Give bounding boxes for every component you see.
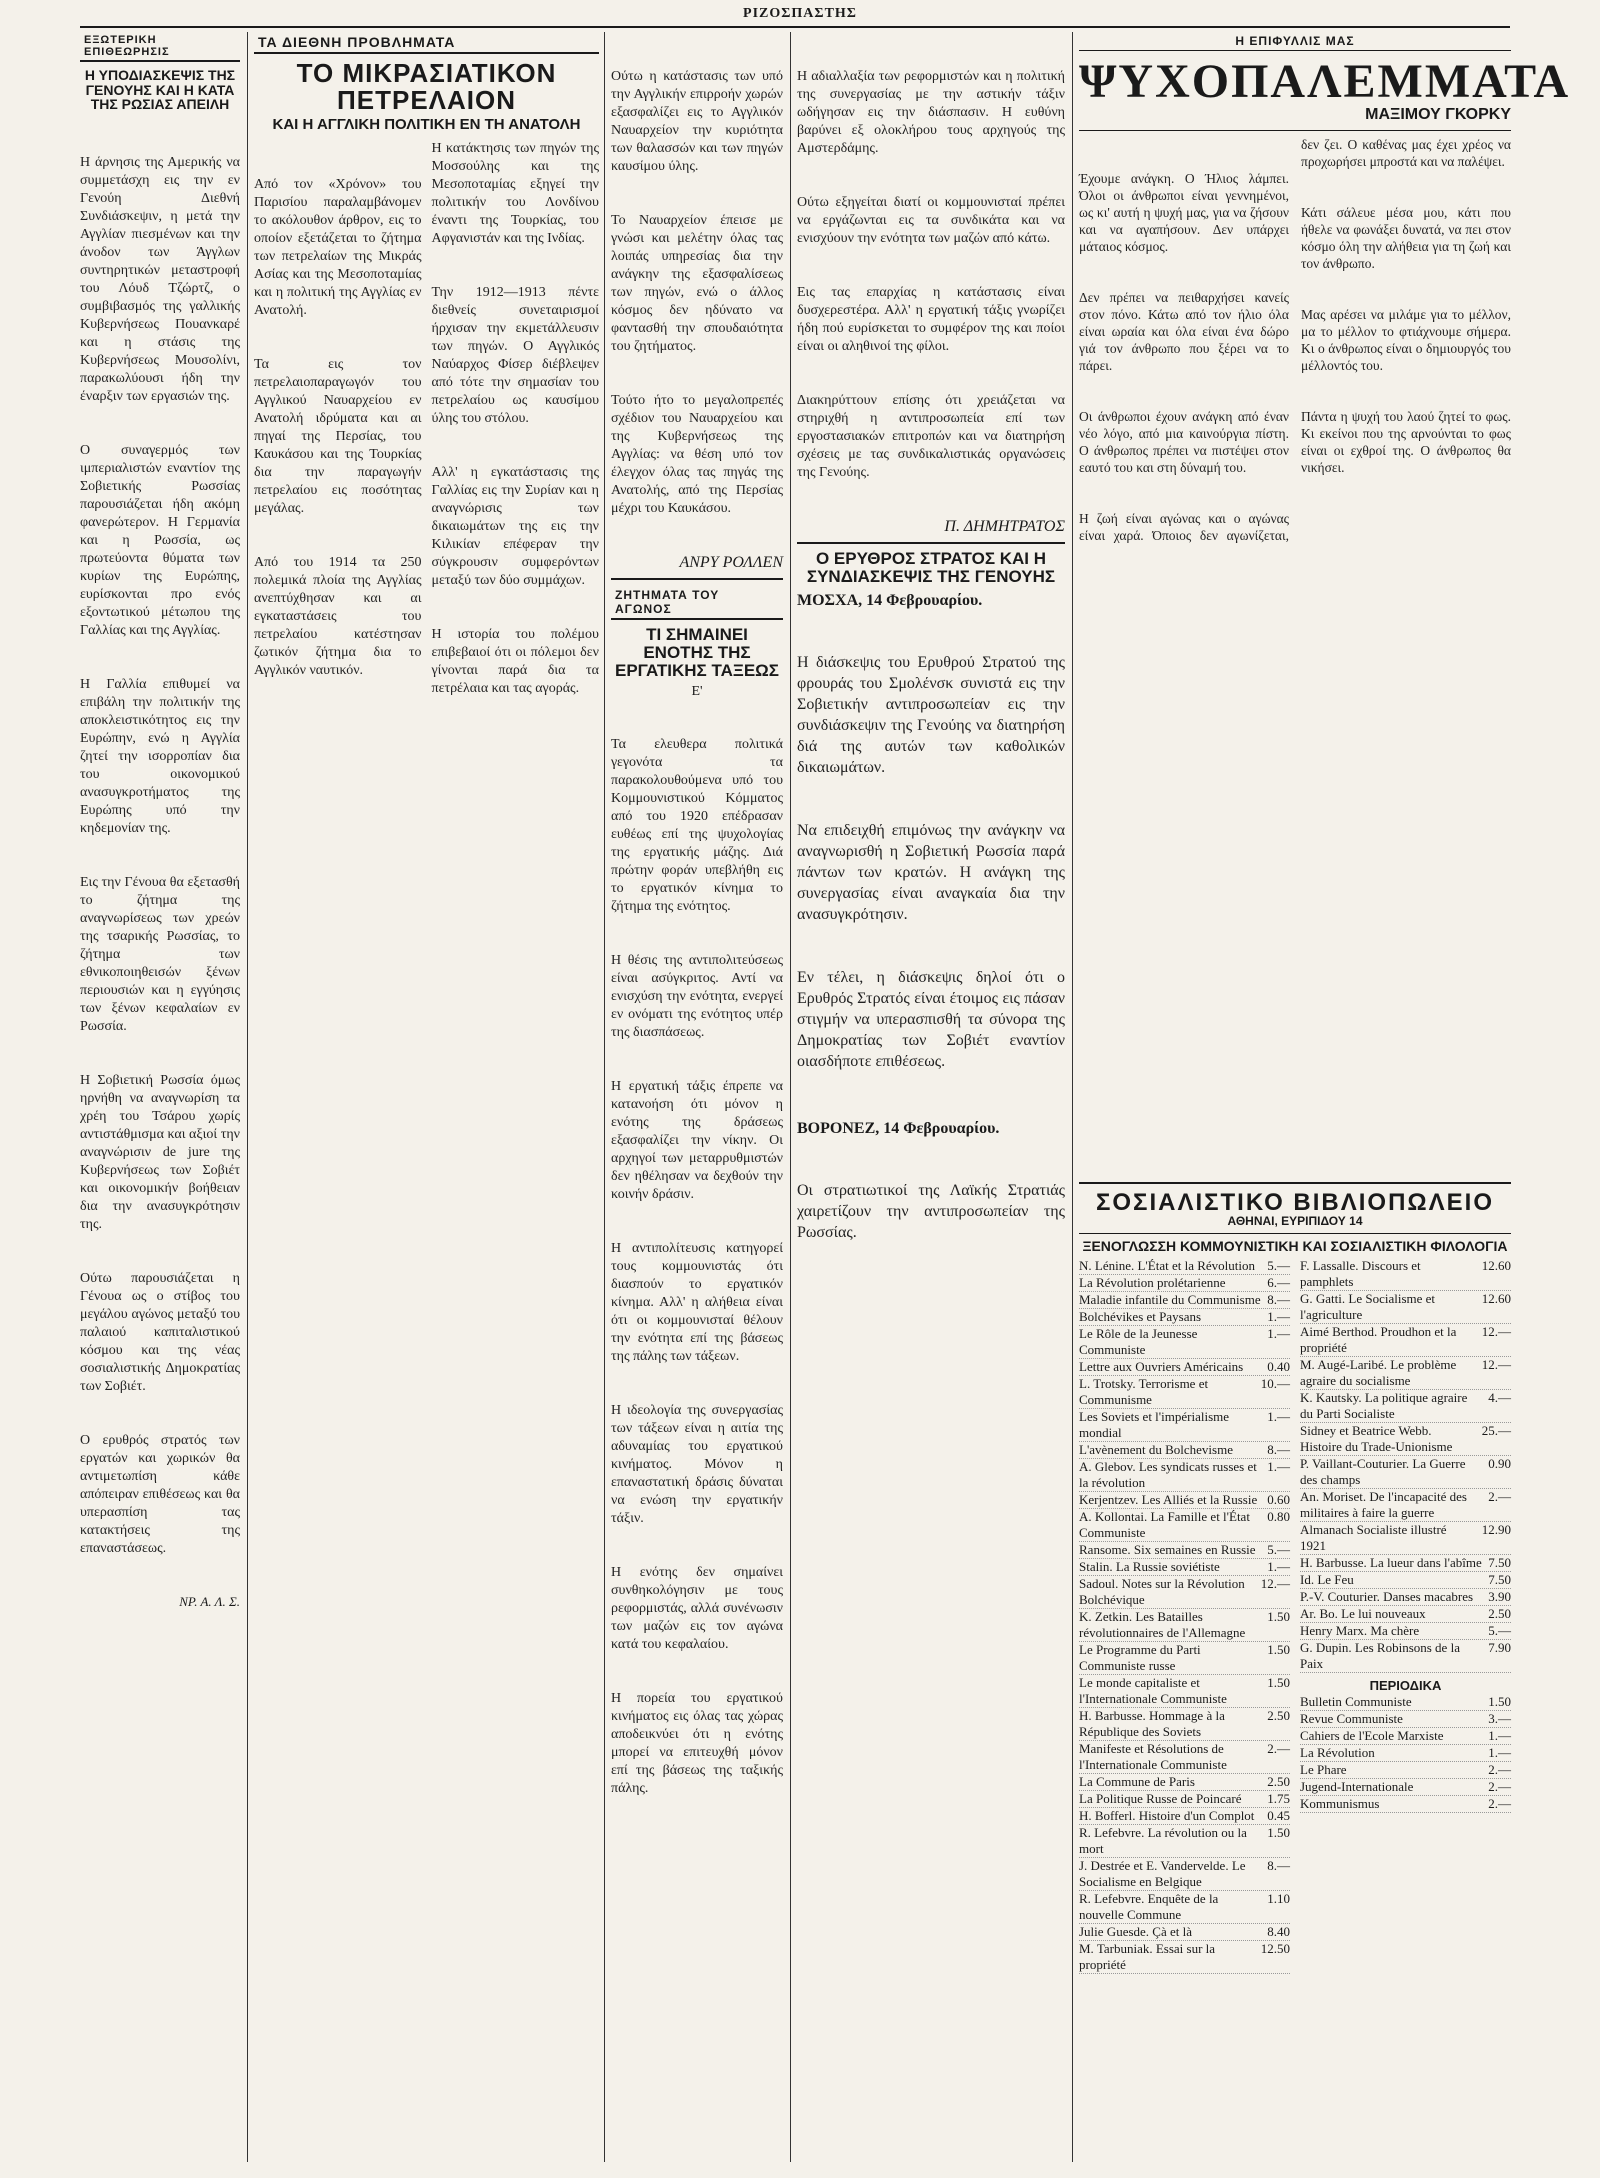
book-price: 1.50 <box>1267 1641 1290 1657</box>
book-entry <box>1300 1456 1511 1489</box>
book-title: Cahiers de l'Ecole Marxiste <box>1300 1728 1444 1744</box>
section-heading: ΕΞΩΤΕΡΙΚΗ ΕΠΙΘΕΩΡΗΣΙΣ <box>80 32 240 62</box>
book-title: L. Trotsky. Terrorisme et Communisme <box>1079 1375 1209 1407</box>
book-list-right-wrapper <box>1300 1258 1511 1974</box>
signature: ΑΝΡΥ ΡΟΛΛΕΝ <box>679 554 783 571</box>
book-price: 5.— <box>1267 1541 1290 1557</box>
book-title: La Politique Russe de Poincaré <box>1079 1790 1242 1806</box>
paragraph: Η Σοβιετική Ρωσσία όμως ηρνήθη να αναγνωρίση τα χρέη του Τσάρου χωρίς αντιστάθμισμα και αξιοί την αναγνώρισιν de jure της Κυβερνήσεως των Σοβιέτ και οικονομικήν βοήθειαν δια την ανασυγκρότησιν της. <box>80 1073 244 1233</box>
book-entry <box>1079 1292 1290 1309</box>
book-price: 12.50 <box>1260 1940 1290 1956</box>
feuilleton-body <box>1079 136 1515 1176</box>
paragraph: Η Γαλλία επιθυμεί να επιβάλη την πολιτικήν της αποκλειστικότητος εις την Ευρώπην, ενώ η Αγγλία ζητεί την ισορροπίαν δια του οικονομικού ανασυγκροτήματος της Ευρώπης υπό την κηδεμονίαν της. <box>80 677 244 837</box>
book-price: 2.50 <box>1488 1605 1511 1621</box>
book-price: 4.— <box>1488 1389 1511 1405</box>
paragraph: Η ενότης δεν σημαίνει συνθηκολόγησιν με τους ρεφορμιστάς, αλλά συνένωσιν των μαζών εις τον αγώνα κατά του κεφαλαίου. <box>611 1564 787 1652</box>
periodicals-title: ΠΕΡΙΟΔΙΚΑ <box>1369 1677 1442 1693</box>
book-title: Revue Communiste <box>1300 1711 1403 1727</box>
dateline: ΜΟΣΧΑ, 14 Φεβρουαρίου. <box>797 591 983 609</box>
book-price: 10.— <box>1260 1375 1290 1391</box>
book-price: 0.90 <box>1488 1455 1511 1471</box>
divider <box>1079 130 1511 131</box>
book-title: M. Tarbuniak. Essai sur la propriété <box>1079 1940 1216 1972</box>
article-author: ΜΑΞΙΜΟΥ ΓΚΟΡΚΥ <box>1365 106 1511 124</box>
book-entry <box>1079 1309 1290 1326</box>
paragraph: Ο συναγερμός των ιμπεριαλιστών εναντίον της Σοβιετικής Ρωσσίας παρουσιάζεται ήδη ακόμη φανερώτερον. Η Γερμανία και η Ρωσσία, ως πρωτεύοντα θύματα των κυρίων της Ευρώπης, ευρίσκονται προ ενός εξοντωτικού μέτωπου της Γαλλίας και της Αγγλίας. <box>80 443 244 639</box>
book-entry <box>1300 1796 1511 1813</box>
book-title: Bolchévikes et Paysans <box>1079 1308 1202 1324</box>
paragraph: Η θέσις της αντιπολιτεύσεως είναι ασύγκριτος. Αντί να ενισχύση την ενότητα, ενεργεί εν ονόματι της ενότητος υπέρ της διασπάσεως. <box>611 952 787 1040</box>
article-body <box>80 118 244 1594</box>
book-price: 1.50 <box>1488 1694 1511 1710</box>
article-continuation <box>797 32 1069 518</box>
paragraph: Η διάσκεψις του Ερυθρού Στρατού της φρουράς του Σμολένσκ συνιστά εις την Σοβιετικήν αντιπροσωπείαν εις την συνδιάσκεψιν της Γενούης να διατηρήση διά της αυτών των καθολικών δικαιωμάτων. <box>797 653 1069 776</box>
book-price: 2.50 <box>1267 1707 1290 1723</box>
book-title: Maladie infantile du Communisme <box>1079 1291 1261 1307</box>
paragraph: Αλλ' η εγκατάστασις της Γαλλίας εις την Συρίαν και η αναγνώρισις των δικαιωμάτων της εις την Κιλικίαν επέφεραν την σύγκρουσιν συμφερόντων μεταξύ των δύο συμμάχων. <box>431 465 603 589</box>
paragraph: Η ιδεολογία της συνεργασίας των τάξεων είναι η αιτία της αδυναμίας του εργατικού κινήματος. Μόνον η επαναστατική δράσις δύναται να ενώση την εργατικήν τάξιν. <box>611 1402 787 1526</box>
column-struggle-issues <box>611 32 787 2162</box>
book-entry <box>1079 1774 1290 1791</box>
bookshop-subtitle: ΞΕΝΟΓΛΩΣΣΗ ΚΟΜΜΟΥΝΙΣΤΙΚΗ ΚΑΙ ΣΟΣΙΑΛΙΣΤΙΚΗ ΦΙΛΟΛΟΓΙΑ <box>1082 1237 1508 1254</box>
book-price: 1.50 <box>1267 1608 1290 1624</box>
book-entry <box>1079 1924 1290 1941</box>
book-title: Le monde capitaliste et l'Internationale Communiste <box>1079 1674 1227 1706</box>
book-lists <box>1079 1258 1511 1974</box>
column-international-problems <box>254 32 603 2162</box>
article-continuation <box>611 32 787 554</box>
book-price: 7.90 <box>1488 1639 1511 1655</box>
divider <box>611 578 783 580</box>
article-body <box>797 610 1069 1114</box>
book-price: 8.— <box>1267 1441 1290 1457</box>
book-title: A. Glebov. Les syndicats russes et la révolution <box>1079 1458 1257 1490</box>
paragraph: Κάτι σάλευε μέσα μου, κάτι που ήθελε να φωνάξει δυνατά, να πει στον κόσμο όλη την αλήθεια για τη ζωή και τον άνθρωπο. <box>1301 205 1515 272</box>
book-entry <box>1300 1694 1511 1711</box>
book-entry <box>1300 1779 1511 1796</box>
paragraph: Να επιδειχθή επιμόνως την ανάγκην να αναγνωρισθή η Σοβιετική Ρωσσία παρά πάντων των κρατών. Η ανάγκη της συνεργασίας είναι αναγκαία δια την ανασυγκρότησιν. <box>797 821 1069 923</box>
paragraph: Η άρνησις της Αμερικής να συμμετάσχη εις την εν Γενούη Διεθνή Συνδιάσκεψιν, η μετά την Αγγλίαν πιεσμένων και την άνοδον των Άγγλων συντηρητικών μεταστροφή του Λόυδ Τζώρτζ, ο συμβιβασμός της γαλλικής Κυβερνήσεως Πουανκαρέ και η στάσις της Κυβερνήσεως Μουσολίνι, παρακωλύουσι ήδη την έναρξιν των εργασιών της. <box>80 155 244 405</box>
book-title: Le Rôle de la Jeunesse Communiste <box>1079 1325 1198 1357</box>
paragraph: Τούτο ήτο το μεγαλοπρεπές σχέδιον του Ναυαρχείου και της Κυβερνήσεως της Αγγλίας: να θέση υπό τον έλεγχον όλας τας πηγάς της Ανατολής, από της Περσίας μέχρι του Καυκάσου. <box>611 393 787 516</box>
article-body <box>254 140 603 734</box>
book-price: 2.— <box>1267 1740 1290 1756</box>
paragraph: Μας αρέσει να μιλάμε για το μέλλον, μα το μέλλον το φτιάχνουμε σήμερα. Κι ο άνθρωπος είναι ο δημιουργός του μέλλοντός του. <box>1301 307 1515 374</box>
book-entry <box>1300 1489 1511 1522</box>
book-price: 12.60 <box>1481 1290 1511 1306</box>
paragraph: Ούτω εξηγείται διατί οι κομμουνισταί πρέπει να εργάζωνται εις τα συνδικάτα και να ενισχύουν την ενότητα των μαζών από κάτω. <box>797 195 1069 246</box>
book-entry <box>1079 1442 1290 1459</box>
book-title: Henry Marx. Ma chère <box>1300 1622 1420 1638</box>
book-price: 8.— <box>1267 1291 1290 1307</box>
paragraph: Η αδιαλλαξία των ρεφορμιστών και η πολιτική της συνεργασίας με την αστικήν τάξιν ωδήγησαν εις την διάσπασιν. Η ευθύνη βαρύνει εξ ολοκλήρου τους αρχηγούς της Αμστερδάμης. <box>797 69 1069 156</box>
divider <box>1079 1233 1511 1234</box>
book-price: 12.— <box>1260 1575 1290 1591</box>
book-price: 1.— <box>1267 1325 1290 1341</box>
book-price: 1.75 <box>1267 1790 1290 1806</box>
book-entry <box>1079 1509 1290 1542</box>
paragraph: Τα εις τον πετρελαιοπαραγωγόν του Αγγλικού Ναυαρχείου εν Ανατολή ιδρύματα και αι πηγαί της Περσίας, του Καυκάσου και της Τουρκίας δια την παραγωγήν πετρελαίου εις ποσότητας μεγάλας. <box>254 357 425 517</box>
book-price: 12.— <box>1481 1356 1511 1372</box>
book-list-right <box>1300 1258 1511 1673</box>
book-title: G. Dupin. Les Robinsons de la Paix <box>1300 1639 1460 1671</box>
book-entry <box>1079 1791 1290 1808</box>
article-body <box>611 700 787 1834</box>
book-title: R. Lefebvre. La révolution ou la mort <box>1079 1824 1247 1856</box>
paragraph: Εις τας επαρχίας η κατάστασις είναι δυσχερεστέρα. Αλλ' η εργατική τάξις γνωρίζει ήδη πού ευρίσκεται το συμφέρον της και ποίοι είναι οι αληθινοί της φίλοι. <box>797 285 1069 354</box>
book-title: Aimé Berthod. Proudhon et la propriété <box>1300 1323 1457 1355</box>
book-entry <box>1300 1572 1511 1589</box>
column-divider <box>790 32 791 2162</box>
paragraph: Διακηρύττουν επίσης ότι χρειάζεται να στηριχθή η αντιπροσωπεία επί των εργοστασιακών επιτροπών και να διατηρήση σχέσεις με τας συνδικαλιστικάς οργανώσεις της Γενούης. <box>797 393 1069 480</box>
book-entry <box>1300 1423 1511 1456</box>
book-price: 1.50 <box>1267 1674 1290 1690</box>
book-price: 1.— <box>1488 1728 1511 1744</box>
book-price: 6.— <box>1267 1274 1290 1290</box>
book-title: G. Gatti. Le Socialisme et l'agriculture <box>1300 1290 1436 1322</box>
paragraph: Την 1912—1913 πέντε διεθνείς συνεταιρισμοί ήρχισαν την εκμετάλλευσιν των πηγών. Ο Αγγλικός Ναύαρχος Φίσερ διέβλεψεν από τότε την σημασίαν του πετρελαίου ως καυσίμου ύλης του στόλου. <box>431 285 603 427</box>
article-headline: ΨΥΧΟΠΑΛΕΜΜΑΤΑ <box>1079 55 1571 108</box>
book-price: 8.— <box>1267 1857 1290 1873</box>
book-entry <box>1079 1825 1290 1858</box>
book-entry <box>1300 1357 1511 1390</box>
bookshop-title: ΣΟΣΙΑΛΙΣΤΙΚΟ ΒΙΒΛΙΟΠΩΛΕΙΟ <box>1095 1189 1495 1217</box>
book-price: 1.— <box>1267 1308 1290 1324</box>
book-title: Sidney et Beatrice Webb. Histoire du Trade-Unionisme <box>1300 1422 1453 1454</box>
book-price: 12.— <box>1481 1323 1511 1339</box>
signature: Π. ΔΗΜΗΤΡΑΤΟΣ <box>944 518 1065 535</box>
paragraph: Η ζωή είναι αγώνας και ο αγώνας είναι χαρά. Όποιος δεν αγωνίζεται, δεν ζει. Ο καθένας μας έχει χρέος να προχωρήσει μπροστά και να παλέψει. <box>1079 137 1515 544</box>
book-entry <box>1079 1275 1290 1292</box>
book-title: K. Kautsky. La politique agraire du Parti Socialiste <box>1300 1389 1468 1421</box>
book-price: 1.— <box>1267 1458 1290 1474</box>
book-title: Stalin. La Russie soviétiste <box>1079 1558 1220 1574</box>
article-headline: ΤΟ ΜΙΚΡΑΣΙΑΤΙΚΟΝ ΠΕΤΡΕΛΑΙΟΝ <box>296 58 557 116</box>
article-part: Ε' <box>691 683 703 699</box>
paragraph: Ούτω παρουσιάζεται η Γένουα ως ο στίβος του μεγάλου αγώνος μεταξύ του παλαιού καπιταλιστικού κόσμου και της νέας σοσιαλιστικής Δημοκρατίας των Σοβιέτ. <box>80 1271 244 1395</box>
divider <box>1079 1182 1511 1184</box>
book-entry <box>1300 1589 1511 1606</box>
book-title: Id. Le Feu <box>1300 1571 1354 1587</box>
book-price: 8.40 <box>1267 1923 1290 1939</box>
article-body <box>797 1138 1069 1285</box>
book-price: 0.60 <box>1267 1491 1290 1507</box>
book-price: 2.— <box>1488 1488 1511 1504</box>
book-title: H. Bofferl. Histoire d'un Complot <box>1079 1807 1255 1823</box>
divider <box>797 542 1065 544</box>
section-heading: ΤΑ ΔΙΕΘΝΗ ΠΡΟΒΛΗΜΑΤΑ <box>254 32 599 54</box>
book-title: Manifeste et Résolutions de l'Internationale Communiste <box>1079 1740 1227 1772</box>
article-headline: ΤΙ ΣΗΜΑΙΝΕΙ ΕΝΟΤΗΣ ΤΗΣ ΕΡΓΑΤΙΚΗΣ ΤΑΞΕΩΣ <box>614 625 779 680</box>
paragraph: Ο ερυθρός στρατός των εργατών και χωρικών θα αντιμετωπίση κάθε απόπειραν επιθέσεως και θα υπερασπίση τας κατακτήσεις της επαναστάσεως. <box>80 1433 244 1557</box>
book-entry <box>1300 1606 1511 1623</box>
book-title: Julie Guesde. Çà et là <box>1079 1923 1192 1939</box>
book-entry <box>1300 1390 1511 1423</box>
bookshop-address: ΑΘΗΝΑΙ, ΕΥΡΙΠΙΔΟΥ 14 <box>1227 1214 1363 1229</box>
top-rule <box>80 26 1510 28</box>
book-title: R. Lefebvre. Enquête de la nouvelle Commune <box>1079 1890 1219 1922</box>
book-price: 5.— <box>1267 1257 1290 1273</box>
book-entry <box>1300 1522 1511 1555</box>
book-title: N. Lénine. L'État et la Révolution <box>1079 1257 1255 1273</box>
book-price: 1.10 <box>1267 1890 1290 1906</box>
paragraph: Πάντα η ψυχή του λαού ζητεί το φως. Κι εκείνοι που της αρνούνται το φως είναι οι εχθροί της. Ο άνθρωπος θα νικήσει. <box>1301 409 1515 476</box>
book-entry <box>1300 1258 1511 1291</box>
paragraph: Η εργατική τάξις έπρεπε να κατανοήση ότι μόνον η ενότης της δράσεως εξασφαλίζει την νίκην. Οι αρχηγοί των μεταρρυθμιστών δεν ηθέλησαν να δεχθούν την κοινήν δράσιν. <box>611 1078 787 1202</box>
book-entry <box>1079 1808 1290 1825</box>
book-price: 1.— <box>1267 1558 1290 1574</box>
column-divider <box>1072 32 1073 2162</box>
article-headline: Η ΥΠΟΔΙΑΣΚΕΨΙΣ ΤΗΣ ΓΕΝΟΥΗΣ ΚΑΙ Η ΚΑΤΑ ΤΗΣ ΡΩΣΙΑΣ ΑΠΕΙΛΗ <box>84 67 236 113</box>
book-price: 2.— <box>1488 1796 1511 1812</box>
paragraph: Η κατάκτησις των πηγών της Μοσσούλης και της Μεσοποταμίας εξηγεί την πολιτικήν του Λονδίνου έναντι της Τουρκίας, του Αφγανιστάν και της Ινδίας. <box>431 141 603 247</box>
signature: ΝΡ. Α. Λ. Σ. <box>179 1594 240 1610</box>
book-price: 1.50 <box>1267 1824 1290 1840</box>
book-entry <box>1079 1559 1290 1576</box>
bookshop-ad <box>1079 1190 1511 1973</box>
book-entry <box>1079 1492 1290 1509</box>
book-price: 7.50 <box>1488 1554 1511 1570</box>
book-price: 3.— <box>1488 1711 1511 1727</box>
book-title: P. Vaillant-Couturier. La Guerre des champs <box>1300 1455 1466 1487</box>
paragraph: Οι άνθρωποι έχουν ανάγκη από έναν νέο λόγο, από μια καινούργια πίστη. Ο άνθρωπος πρέπει να πιστέψει στον εαυτό του και στη δύναμή του. <box>1079 409 1293 476</box>
book-entry <box>1079 1741 1290 1774</box>
paragraph: Από τον «Χρόνον» του Παρισίου παραλαμβάνομεν το ακόλουθον άρθρον, εις το οποίον εξετάζεται το ζήτημα των πετρελαίων της Μικράς Ασίας και της Μεσοποταμίας και η πολιτική της Αγγλίας εν Ανατολή. <box>254 177 425 319</box>
paragraph: Η αντιπολίτευσις κατηγορεί τους κομμουνιστάς ότι διασπούν το εργατικόν κίνημα. Αλλ' η αλήθεια είναι ότι οι κομμουνισταί θέλουν την ενότητα επί της βάσεως της πάλης των τάξεων. <box>611 1240 787 1364</box>
book-price: 1.— <box>1488 1745 1511 1761</box>
book-entry <box>1300 1762 1511 1779</box>
book-price: 5.— <box>1488 1622 1511 1638</box>
book-title: P.-V. Couturier. Danses macabres <box>1300 1588 1474 1604</box>
book-price: 0.40 <box>1267 1358 1290 1374</box>
book-entry <box>1079 1609 1290 1642</box>
book-entry <box>1300 1324 1511 1357</box>
book-price: 0.45 <box>1267 1807 1290 1823</box>
column-feuilleton <box>1079 32 1571 2162</box>
paragraph: Οι στρατιωτικοί της Λαϊκής Στρατιάς χαιρετίζουν την αντιπροσωπείαν της Ρωσσίας. <box>797 1181 1069 1241</box>
book-title: An. Moriset. De l'incapacité des militaires à faire la guerre <box>1300 1488 1467 1520</box>
book-price: 0.80 <box>1267 1508 1290 1524</box>
book-title: H. Barbusse. Hommage à la République des Soviets <box>1079 1707 1225 1739</box>
paragraph: Η πορεία του εργατικού κινήματος εις όλας τας χώρας αποδεικνύει ότι η ενότης μπορεί να επιτευχθή μόνον επί της βάσεως της ταξικής πάλης. <box>611 1690 787 1796</box>
book-entry <box>1079 1891 1290 1924</box>
book-entry <box>1300 1623 1511 1640</box>
article-subheadline: ΚΑΙ Η ΑΓΓΛΙΚΗ ΠΟΛΙΤΙΚΗ ΕΝ ΤΗ ΑΝΑΤΟΛΗ <box>272 115 581 133</box>
book-entry <box>1079 1409 1290 1442</box>
book-price: 2.— <box>1488 1762 1511 1778</box>
column-divider <box>247 32 248 2162</box>
book-entry <box>1300 1728 1511 1745</box>
book-title: M. Augé-Laribé. Le problème agraire du socialisme <box>1300 1356 1457 1388</box>
paragraph: Η ιστορία του πολέμου επιβεβαιοί ότι οι πόλεμοι δεν γίνονται παρά δια τα πετρέλαια και τας αγοράς. <box>431 627 603 697</box>
book-entry <box>1079 1642 1290 1675</box>
book-title: Sadoul. Notes sur la Révolution Bolchévique <box>1079 1575 1245 1607</box>
book-title: Almanach Socialiste illustré 1921 <box>1300 1521 1447 1553</box>
book-entry <box>1079 1708 1290 1741</box>
book-title: J. Destrée et E. Vandervelde. Le Socialisme en Belgique <box>1079 1857 1246 1889</box>
book-title: Ar. Bo. Le lui nouveaux <box>1300 1605 1426 1621</box>
book-entry <box>1300 1640 1511 1673</box>
column-foreign-review <box>80 32 244 2162</box>
book-title: La Commune de Paris <box>1079 1773 1195 1789</box>
book-price: 2.— <box>1488 1779 1511 1795</box>
book-title: Jugend-Internationale <box>1300 1779 1414 1795</box>
book-price: 1.— <box>1267 1408 1290 1424</box>
book-entry <box>1079 1376 1290 1409</box>
book-entry <box>1300 1711 1511 1728</box>
book-entry <box>1079 1858 1290 1891</box>
paragraph: Ούτω η κατάστασις των υπό την Αγγλικήν επιρροήν χωρών εξασφαλίζει εις το Αγγλικόν Ναυαρχείον την κυριότητα των θαλασσών και των πηγών καυσίμου ύλης. <box>611 69 787 174</box>
book-entry <box>1079 1459 1290 1492</box>
article-headline: Ο ΕΡΥΘΡΟΣ ΣΤΡΑΤΟΣ ΚΑΙ Η ΣΥΝΔΙΑΣΚΕΨΙΣ ΤΗΣ ΓΕΝΟΥΗΣ <box>806 549 1056 586</box>
book-title: Le Programme du Parti Communiste russe <box>1079 1641 1201 1673</box>
book-entry <box>1079 1941 1290 1974</box>
book-entry <box>1079 1326 1290 1359</box>
book-title: A. Kollontai. La Famille et l'État Communiste <box>1079 1508 1250 1540</box>
book-entry <box>1300 1555 1511 1572</box>
periodicals-list <box>1300 1694 1511 1813</box>
book-title: L'avènement du Bolchevisme <box>1079 1441 1233 1457</box>
book-title: La Révolution prolétarienne <box>1079 1274 1226 1290</box>
book-title: Les Soviets et l'impérialisme mondial <box>1079 1408 1230 1440</box>
book-entry <box>1300 1745 1511 1762</box>
book-price: 12.90 <box>1481 1521 1511 1537</box>
book-entry <box>1079 1542 1290 1559</box>
book-title: La Révolution <box>1300 1745 1375 1761</box>
book-entry <box>1300 1291 1511 1324</box>
column-divider <box>604 32 605 2162</box>
book-title: Le Phare <box>1300 1762 1347 1778</box>
book-entry <box>1079 1359 1290 1376</box>
paragraph: Έχουμε ανάγκη. Ο Ήλιος λάμπει. Όλοι οι άνθρωποι είναι γεννημένοι, ως κι' αυτή η ψυχή μας, για να ζήσουν και να αγαπήσουν. Δεν υπάρχει μάταιος κόσμος. <box>1079 171 1293 255</box>
book-price: 25.— <box>1481 1422 1511 1438</box>
book-title: Ransome. Six semaines en Russie <box>1079 1541 1256 1557</box>
paragraph: Δεν πρέπει να πειθαρχήσει κανείς στον πόνο. Κάτω από τον ήλιο όλα είναι ωραία και όλα είναι ένα δώρο γιά τον άνθρωπο που ξέρει να το πάρει. <box>1079 290 1293 374</box>
paragraph: Εις την Γένουα θα εξετασθή το ζήτημα της αναγνωρίσεως των χρεών της τσαρικής Ρωσσίας, το ζήτημα των εθνικοποιηθεισών ξένων περιουσιών και η εγγύησις των ξένων κεφαλαίων εν Ρωσσία. <box>80 875 244 1035</box>
book-price: 2.50 <box>1267 1773 1290 1789</box>
book-price: 12.60 <box>1481 1257 1511 1273</box>
paragraph: Τα ελευθερα πολιτικά γεγονότα τα παρακολουθούμενα υπό του Κομμουνιστικού Κόμματος από του 1920 επέδρασαν ευθέως επί της ψυχολογίας της εργατικής μάζης. Διά πρώτην φοράν υπεβλήθη εις το εργατικόν κίνημα το ζήτημα της ενότητος. <box>611 736 787 914</box>
dateline: ΒΟΡΟΝΕΖ, 14 Φεβρουαρίου. <box>797 1119 1000 1137</box>
book-list-left <box>1079 1258 1290 1974</box>
column-red-army <box>797 32 1069 2162</box>
paragraph: Εν τέλει, η διάσκεψις δηλοί ότι ο Ερυθρός Στρατός είναι έτοιμος εις πάσαν στιγμήν να υπερασπισθή τα σύνορα της Δημοκρατίας των Σοβιέτ εναντίον οιασδήποτε επιθέσεως. <box>797 968 1069 1070</box>
book-entry <box>1079 1675 1290 1708</box>
book-title: Bulletin Communiste <box>1300 1694 1412 1710</box>
book-title: Kerjentzev. Les Alliés et la Russie <box>1079 1491 1258 1507</box>
masthead: ΡΙΖΟΣΠΑΣΤΗΣ <box>743 6 857 21</box>
book-entry <box>1079 1258 1290 1275</box>
book-price: 3.90 <box>1488 1588 1511 1604</box>
book-entry <box>1079 1576 1290 1609</box>
paragraph: Από του 1914 τα 250 πολεμικά πλοία της Αγγλίας ανεπτύχθησαν και αι εγκαταστάσεις του πετρελαίου κατέστησαν ζωτικόν ζήτημα δια το Αγγλικόν ναυτικόν. <box>254 555 425 679</box>
book-title: F. Lassalle. Discours et pamphlets <box>1300 1257 1421 1289</box>
book-title: Lettre aux Ouvriers Américains <box>1079 1358 1244 1374</box>
section-heading: Η ΕΠΙΦΥΛΛΙΣ ΜΑΣ <box>1079 32 1511 51</box>
book-title: H. Barbusse. La lueur dans l'abîme <box>1300 1554 1482 1570</box>
section-heading: ΖΗΤΗΜΑΤΑ ΤΟΥ ΑΓΩΝΟΣ <box>611 586 783 620</box>
book-title: K. Zetkin. Les Batailles révolutionnaires de l'Allemagne <box>1079 1608 1246 1640</box>
paragraph: Το Ναυαρχείον έπεισε με γνώσι και μελέτην όλας τας λοιπάς υπηρεσίας δια την ανάγκην της εξασφαλίσεως των πηγών, ενώ ο άλλος κόσμος δεν ηδύνατο να φαντασθή την σπουδαιότητα του ζητήματος. <box>611 213 787 354</box>
book-title: Kommunismus <box>1300 1796 1380 1812</box>
book-price: 7.50 <box>1488 1571 1511 1587</box>
